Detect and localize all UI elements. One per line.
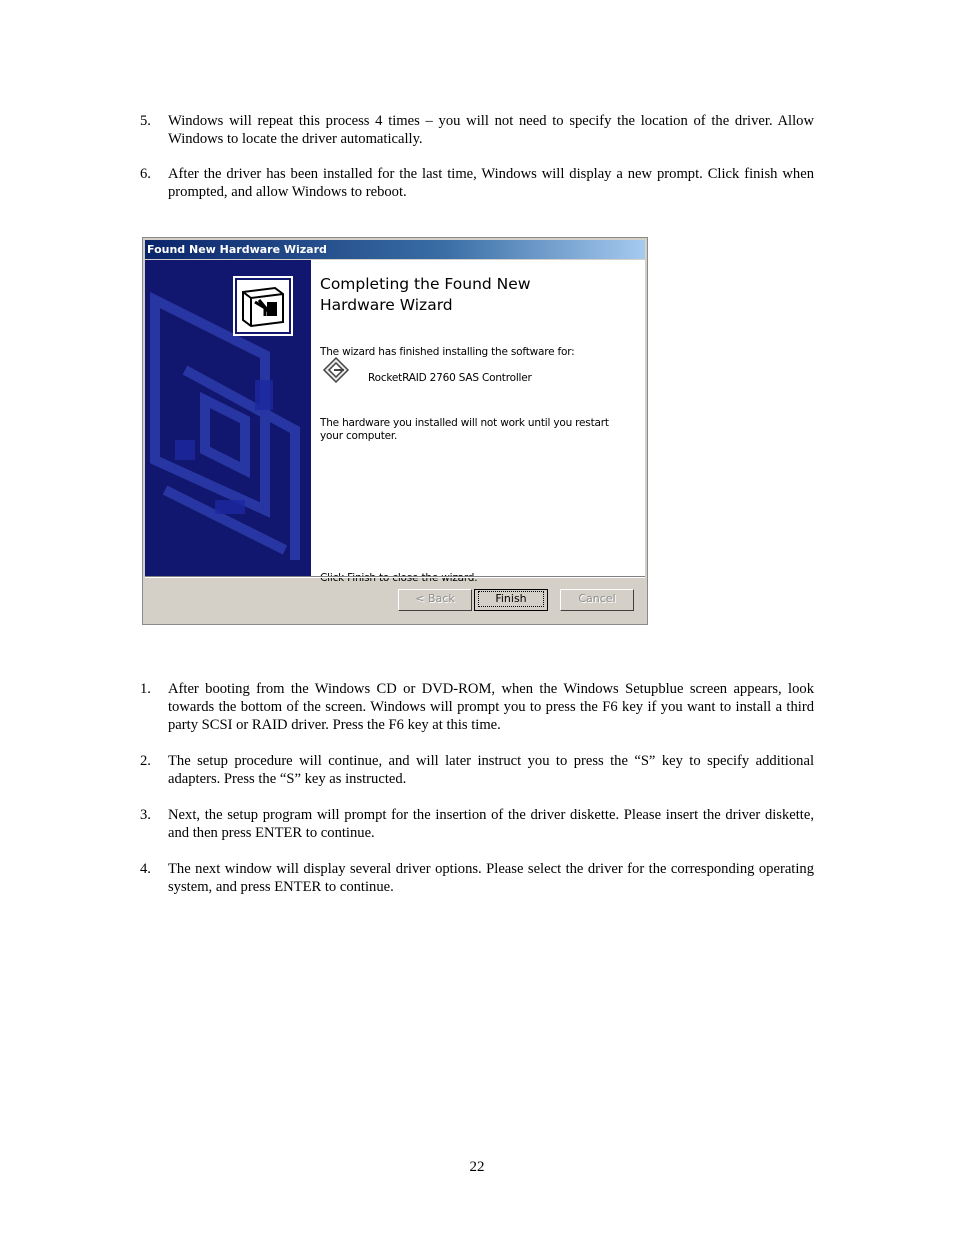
- device-icon: [320, 354, 352, 386]
- list-item-number: 2.: [140, 753, 151, 769]
- list-item-text: After booting from the Windows CD or DVD-ROM, when the Windows Setupblue screen appears, look towards the bottom of the screen. Windows will prompt you to press the F6 key if you want to install a third party SCSI or RAID driver. Press the F6 key at this time.: [168, 681, 814, 733]
- list-item-text: The setup procedure will continue, and will later instruct you to press the “S” key to specify additional adapters. Press the “S” key as instructed.: [168, 753, 814, 787]
- hardware-wizard-icon: [233, 276, 293, 336]
- finished-text: The wizard has finished installing the software for:: [320, 346, 575, 358]
- list-item-text: After the driver has been installed for the last time, Windows will display a new prompt. Click finish when prompted, and allow Windows to reboot.: [168, 166, 814, 200]
- restart-note: The hardware you installed will not work until you restart your computer.: [320, 417, 609, 442]
- list-item-number: 4.: [140, 861, 151, 877]
- finish-button[interactable]: [474, 589, 548, 611]
- list-item-number: 3.: [140, 807, 151, 823]
- list-item-text: The next window will display several driver options. Please select the driver for the corresponding operating system, and press ENTER to continue.: [168, 861, 814, 895]
- list-item: [140, 752, 814, 788]
- button-divider: [145, 576, 645, 578]
- list-item-text: Windows will repeat this process 4 times – you will not need to specify the location of the driver. Allow Windows to locate the driver automatically.: [168, 113, 814, 147]
- found-new-hardware-wizard-dialog: [142, 237, 648, 625]
- list-item-number: 1.: [140, 681, 151, 697]
- wizard-heading: Completing the Found New Hardware Wizard: [320, 275, 531, 314]
- cancel-button[interactable]: Cancel: [560, 589, 634, 611]
- page-number: 22: [469, 1159, 485, 1175]
- list-item: [140, 165, 814, 201]
- list-item-number: 6.: [140, 166, 151, 182]
- dialog-title: Found New Hardware Wizard: [145, 240, 645, 259]
- list-item-number: 5.: [140, 113, 151, 129]
- instruction-list-bottom: [140, 680, 814, 914]
- finish-button-label: Finish: [478, 591, 543, 607]
- close-note: Click Finish to close the wizard.: [320, 572, 478, 584]
- device-name: RocketRAID 2760 SAS Controller: [368, 372, 532, 384]
- wizard-banner: [145, 260, 311, 576]
- list-item: [140, 860, 814, 896]
- back-button[interactable]: < Back: [398, 589, 472, 611]
- list-item: [140, 112, 814, 148]
- wizard-content: [311, 260, 645, 584]
- list-item: [140, 680, 814, 734]
- list-item: [140, 806, 814, 842]
- list-item-text: Next, the setup program will prompt for the insertion of the driver diskette. Please insert the driver diskette, and then press ENTER to continue.: [168, 807, 814, 841]
- instruction-list-top: [140, 112, 814, 218]
